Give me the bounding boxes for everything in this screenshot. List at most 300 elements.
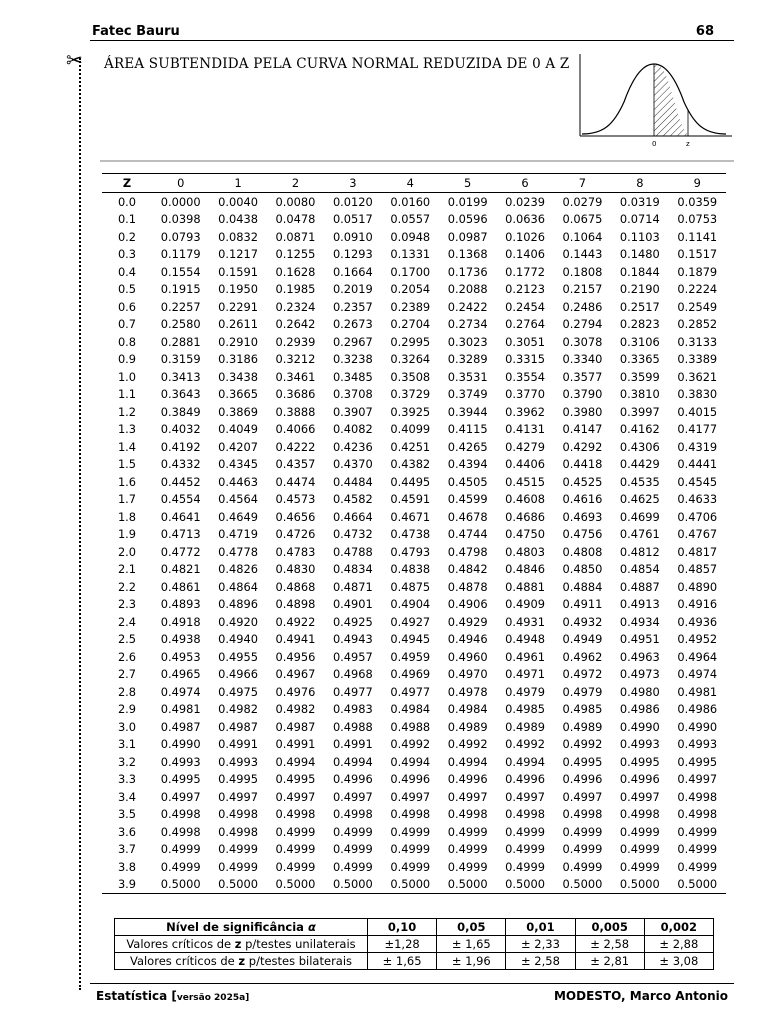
area-value-cell: 0.4429: [619, 457, 660, 472]
area-value-cell: 0.0948: [390, 229, 431, 244]
area-value-cell: 0.4997: [275, 789, 316, 804]
z-value-cell: 1.0: [117, 369, 137, 384]
area-value-cell: 0.4370: [332, 457, 373, 472]
significance-table: [114, 918, 714, 970]
area-value-cell: 0.4963: [619, 649, 660, 664]
z-value-cell: 1.5: [117, 457, 137, 472]
area-value-cell: 0.4943: [332, 632, 373, 647]
area-value-cell: 0.4981: [677, 684, 718, 699]
area-value-cell: 0.4951: [619, 632, 660, 647]
z-value-cell: 3.8: [117, 859, 137, 874]
area-value-cell: 0.4649: [218, 509, 259, 524]
z-value-cell: 0.3: [117, 247, 137, 262]
area-value-cell: 0.4989: [562, 719, 603, 734]
table-row: [102, 753, 726, 771]
area-value-cell: 0.4922: [275, 614, 316, 629]
area-value-cell: 0.4996: [562, 772, 603, 787]
area-value-cell: 0.4992: [562, 737, 603, 752]
table-row: [102, 421, 726, 439]
area-value-cell: 0.4082: [332, 422, 373, 437]
area-value-cell: 0.4960: [447, 649, 488, 664]
critical-values-unilateral-row: [115, 936, 714, 953]
table-row: [102, 316, 726, 334]
area-value-cell: 0.4099: [390, 422, 431, 437]
table-row: [102, 333, 726, 351]
area-value-cell: 0.4999: [677, 824, 718, 839]
area-value-cell: 0.4941: [275, 632, 316, 647]
area-value-cell: 0.3944: [447, 404, 488, 419]
area-value-cell: 0.4808: [562, 544, 603, 559]
area-value-cell: 0.4332: [160, 457, 201, 472]
area-value-cell: 0.3665: [218, 387, 259, 402]
area-value-cell: 0.4972: [562, 667, 603, 682]
area-value-cell: 0.2642: [275, 317, 316, 332]
critical-values-bilateral-row: [115, 953, 714, 970]
critical-value: ± 2,58: [506, 953, 575, 970]
table-row: [102, 403, 726, 421]
area-value-cell: 0.4997: [218, 789, 259, 804]
curve-label-z: z: [686, 140, 690, 148]
area-value-cell: 0.4995: [619, 754, 660, 769]
area-value-cell: 0.4998: [160, 824, 201, 839]
area-value-cell: 0.5000: [267, 876, 324, 894]
area-value-cell: 0.0871: [275, 229, 316, 244]
area-value-cell: 0.4997: [390, 789, 431, 804]
area-value-cell: 0.0279: [562, 194, 603, 209]
z-value-cell: 2.6: [117, 649, 137, 664]
z-value-cell: 2.4: [117, 614, 137, 629]
area-value-cell: 0.4997: [447, 789, 488, 804]
table-row: [102, 841, 726, 859]
area-value-cell: 0.3554: [505, 369, 545, 384]
table-row: [102, 543, 726, 561]
area-value-cell: 0.2422: [447, 299, 488, 314]
table-row: [102, 473, 726, 491]
z-value-cell: 2.3: [117, 597, 137, 612]
area-value-cell: 0.4995: [275, 772, 316, 787]
area-value-cell: 0.3340: [562, 352, 603, 367]
z-value-cell: 1.3: [117, 422, 137, 437]
area-value-cell: 0.3599: [619, 369, 660, 384]
area-value-cell: 0.4441: [677, 457, 718, 472]
area-value-cell: 0.4996: [390, 772, 431, 787]
area-value-cell: 0.4998: [619, 807, 660, 822]
area-value-cell: 0.4826: [218, 562, 259, 577]
area-value-cell: 0.1293: [332, 247, 373, 262]
area-value-cell: 0.5000: [209, 876, 266, 894]
significance-level: 0,005: [575, 919, 644, 936]
area-value-cell: 0.4834: [332, 562, 373, 577]
area-value-cell: 0.2580: [160, 317, 201, 332]
area-value-cell: 0.4875: [390, 579, 431, 594]
table-row: [102, 701, 726, 719]
z-value-cell: 0.2: [117, 229, 137, 244]
area-value-cell: 0.4998: [275, 807, 316, 822]
area-value-cell: 0.3997: [619, 404, 660, 419]
area-value-cell: 0.4952: [677, 632, 718, 647]
area-value-cell: 0.4996: [619, 772, 660, 787]
table-row: [102, 298, 726, 316]
area-value-cell: 0.3790: [562, 387, 603, 402]
area-value-cell: 0.4525: [562, 474, 603, 489]
area-value-cell: 0.4967: [275, 667, 316, 682]
area-value-cell: 0.4898: [275, 597, 316, 612]
area-value-cell: 0.3708: [332, 387, 373, 402]
area-value-cell: 0.4959: [390, 649, 431, 664]
area-value-cell: 0.2157: [562, 282, 603, 297]
area-value-cell: 0.4893: [160, 597, 201, 612]
area-value-cell: 0.0793: [160, 229, 201, 244]
area-value-cell: 0.4911: [562, 597, 603, 612]
area-value-cell: 0.4115: [447, 422, 488, 437]
area-value-cell: 0.2190: [619, 282, 660, 297]
table-row: [102, 193, 726, 211]
area-value-cell: 0.1103: [619, 229, 660, 244]
area-value-cell: 0.4936: [677, 614, 718, 629]
area-value-cell: 0.4973: [619, 667, 660, 682]
area-value-cell: 0.2389: [390, 299, 431, 314]
area-value-cell: 0.4554: [160, 492, 201, 507]
area-value-cell: 0.0987: [447, 229, 488, 244]
area-value-cell: 0.1554: [160, 264, 201, 279]
area-value-cell: 0.3621: [677, 369, 718, 384]
area-value-cell: 0.1517: [677, 247, 718, 262]
area-value-cell: 0.0319: [619, 194, 660, 209]
area-value-cell: 0.4394: [447, 457, 488, 472]
column-header: 9: [669, 174, 726, 193]
table-row: [102, 351, 726, 369]
area-value-cell: 0.4998: [447, 807, 488, 822]
area-value-cell: 0.0478: [275, 212, 316, 227]
area-value-cell: 0.4993: [677, 737, 718, 752]
area-value-cell: 0.4719: [218, 527, 259, 542]
area-value-cell: 0.4761: [619, 527, 660, 542]
z-value-cell: 3.9: [102, 876, 152, 894]
area-value-cell: 0.4995: [677, 754, 718, 769]
area-value-cell: 0.2995: [390, 334, 431, 349]
area-value-cell: 0.4861: [160, 579, 201, 594]
footer-right: MODESTO, Marco Antonio: [553, 989, 728, 1003]
area-value-cell: 0.4678: [447, 509, 488, 524]
area-value-cell: 0.4756: [562, 527, 603, 542]
area-value-cell: 0.0398: [160, 212, 201, 227]
area-value-cell: 0.4887: [619, 579, 660, 594]
table-row: [102, 438, 726, 456]
area-value-cell: 0.2019: [332, 282, 373, 297]
z-value-cell: 1.6: [117, 474, 137, 489]
area-value-cell: 0.1141: [677, 229, 718, 244]
area-value-cell: 0.2967: [332, 334, 373, 349]
area-value-cell: 0.3413: [160, 369, 201, 384]
area-value-cell: 0.4999: [275, 842, 316, 857]
z-value-cell: 0.9: [117, 352, 137, 367]
area-value-cell: 0.4997: [562, 789, 603, 804]
table-row: [102, 228, 726, 246]
critical-values-label: Valores críticos de z p/testes unilaterais: [115, 936, 368, 953]
area-value-cell: 0.4319: [677, 439, 718, 454]
area-value-cell: 0.3508: [390, 369, 431, 384]
area-value-cell: 0.4984: [447, 702, 488, 717]
column-header: 0: [152, 174, 209, 193]
z-value-cell: 2.2: [117, 579, 137, 594]
area-value-cell: 0.4979: [562, 684, 603, 699]
area-value-cell: 0.0910: [332, 229, 373, 244]
area-value-cell: 0.4916: [677, 597, 718, 612]
z-value-cell: 2.7: [117, 667, 137, 682]
table-row: [102, 211, 726, 229]
area-value-cell: 0.4994: [447, 754, 488, 769]
area-value-cell: 0.4999: [677, 859, 718, 874]
separator-rule: [100, 160, 734, 162]
area-value-cell: 0.3643: [160, 387, 201, 402]
area-value-cell: 0.4979: [505, 684, 545, 699]
area-value-cell: 0.4656: [275, 509, 316, 524]
area-value-cell: 0.4505: [447, 474, 488, 489]
area-value-cell: 0.4987: [160, 719, 201, 734]
area-value-cell: 0.4965: [160, 667, 201, 682]
area-value-cell: 0.4996: [332, 772, 373, 787]
area-value-cell: 0.4906: [447, 597, 488, 612]
area-value-cell: 0.4991: [332, 737, 373, 752]
table-row: [102, 526, 726, 544]
area-value-cell: 0.5000: [669, 876, 726, 894]
area-value-cell: 0.4884: [562, 579, 603, 594]
critical-value: ± 1,65: [368, 953, 437, 970]
area-value-cell: 0.2088: [447, 282, 488, 297]
area-value-cell: 0.4949: [562, 632, 603, 647]
area-value-cell: 0.3686: [275, 387, 316, 402]
z-value-cell: 0.1: [117, 212, 137, 227]
area-value-cell: 0.4962: [562, 649, 603, 664]
area-value-cell: 0.3531: [447, 369, 488, 384]
column-header: 7: [554, 174, 611, 193]
area-value-cell: 0.2611: [218, 317, 259, 332]
area-value-cell: 0.4999: [562, 824, 603, 839]
area-value-cell: 0.4989: [505, 719, 545, 734]
area-value-cell: 0.4987: [275, 719, 316, 734]
area-value-cell: 0.2517: [619, 299, 660, 314]
table-row: [102, 858, 726, 876]
area-value-cell: 0.4732: [332, 527, 373, 542]
area-value-cell: 0.4994: [275, 754, 316, 769]
area-value-cell: 0.4929: [447, 614, 488, 629]
area-value-cell: 0.4977: [332, 684, 373, 699]
area-value-cell: 0.4997: [619, 789, 660, 804]
area-value-cell: 0.0160: [390, 194, 431, 209]
area-value-cell: 0.1985: [275, 282, 316, 297]
z-value-cell: 0.8: [117, 334, 137, 349]
area-value-cell: 0.5000: [324, 876, 381, 894]
area-value-cell: 0.4998: [677, 789, 718, 804]
area-value-cell: 0.4999: [562, 842, 603, 857]
table-row: [102, 788, 726, 806]
area-value-cell: 0.4999: [447, 842, 488, 857]
area-value-cell: 0.4535: [619, 474, 660, 489]
area-value-cell: 0.4345: [218, 457, 259, 472]
area-value-cell: 0.4980: [619, 684, 660, 699]
table-row: [102, 368, 726, 386]
area-value-cell: 0.4997: [160, 789, 201, 804]
significance-level: 0,10: [368, 919, 437, 936]
area-value-cell: 0.4999: [332, 859, 373, 874]
area-value-cell: 0.4812: [619, 544, 660, 559]
area-value-cell: 0.4998: [160, 807, 201, 822]
table-row: [102, 281, 726, 299]
alpha-symbol: α: [307, 920, 316, 934]
area-value-cell: 0.5000: [496, 876, 553, 894]
area-value-cell: 0.0596: [447, 212, 488, 227]
area-value-cell: 0.4946: [447, 632, 488, 647]
area-value-cell: 0.4998: [218, 807, 259, 822]
area-value-cell: 0.4997: [505, 789, 545, 804]
footer-left: Estatística [versão 2025a]: [96, 989, 250, 1003]
area-value-cell: 0.4996: [447, 772, 488, 787]
area-value-cell: 0.4953: [160, 649, 201, 664]
area-value-cell: 0.4382: [390, 457, 431, 472]
critical-value: ± 1,65: [437, 936, 506, 953]
area-value-cell: 0.4918: [160, 614, 201, 629]
z-value-cell: 1.9: [117, 527, 137, 542]
area-value-cell: 0.2123: [505, 282, 545, 297]
area-value-cell: 0.4591: [390, 492, 431, 507]
table-row: [102, 648, 726, 666]
area-value-cell: 0.4147: [562, 422, 603, 437]
area-value-cell: 0.4564: [218, 492, 259, 507]
critical-value: ±1,28: [368, 936, 437, 953]
area-value-cell: 0.4993: [619, 737, 660, 752]
area-value-cell: 0.4978: [447, 684, 488, 699]
area-value-cell: 0.1443: [562, 247, 603, 262]
area-value-cell: 0.4988: [390, 719, 431, 734]
area-value-cell: 0.4974: [677, 667, 718, 682]
area-value-cell: 0.4641: [160, 509, 201, 524]
area-value-cell: 0.4999: [619, 859, 660, 874]
area-value-cell: 0.4850: [562, 562, 603, 577]
area-value-cell: 0.4999: [390, 842, 431, 857]
area-value-cell: 0.0557: [390, 212, 431, 227]
area-value-cell: 0.4992: [390, 737, 431, 752]
area-value-cell: 0.4821: [160, 562, 201, 577]
area-value-cell: 0.4706: [677, 509, 718, 524]
area-value-cell: 0.1844: [619, 264, 660, 279]
area-value-cell: 0.4955: [218, 649, 259, 664]
area-value-cell: 0.4997: [677, 772, 718, 787]
area-value-cell: 0.0000: [160, 194, 201, 209]
area-value-cell: 0.4904: [390, 597, 431, 612]
area-value-cell: 0.4207: [218, 439, 259, 454]
table-row: [102, 718, 726, 736]
z-value-cell: 0.6: [117, 299, 137, 314]
area-value-cell: 0.4463: [218, 474, 259, 489]
area-value-cell: 0.2291: [218, 299, 259, 314]
area-value-cell: 0.4913: [619, 597, 660, 612]
column-header: 6: [496, 174, 553, 193]
critical-value: ± 1,96: [437, 953, 506, 970]
table-row: [102, 613, 726, 631]
area-value-cell: 0.1950: [218, 282, 259, 297]
area-value-cell: 0.1406: [505, 247, 545, 262]
area-value-cell: 0.4868: [275, 579, 316, 594]
area-value-cell: 0.4968: [332, 667, 373, 682]
area-value-cell: 0.4999: [619, 842, 660, 857]
area-value-cell: 0.4738: [390, 527, 431, 542]
area-value-cell: 0.4983: [332, 702, 373, 717]
area-value-cell: 0.4222: [275, 439, 316, 454]
area-value-cell: 0.4357: [275, 457, 316, 472]
significance-level: 0,05: [437, 919, 506, 936]
area-value-cell: 0.4999: [619, 824, 660, 839]
area-value-cell: 0.4608: [505, 492, 545, 507]
area-value-cell: 0.4878: [447, 579, 488, 594]
area-value-cell: 0.4957: [332, 649, 373, 664]
area-value-cell: 0.3159: [160, 352, 201, 367]
area-value-cell: 0.4842: [447, 562, 488, 577]
area-value-cell: 0.0120: [332, 194, 373, 209]
area-value-cell: 0.2257: [160, 299, 201, 314]
table-row: [102, 578, 726, 596]
area-value-cell: 0.4971: [505, 667, 545, 682]
area-value-cell: 0.4162: [619, 422, 660, 437]
area-value-cell: 0.0714: [619, 212, 660, 227]
area-value-cell: 0.4846: [505, 562, 545, 577]
z-value-cell: 2.9: [117, 702, 137, 717]
z-value-cell: 0.4: [117, 264, 137, 279]
area-value-cell: 0.2324: [275, 299, 316, 314]
area-value-cell: 0.4838: [390, 562, 431, 577]
area-value-cell: 0.4989: [447, 719, 488, 734]
area-value-cell: 0.4920: [218, 614, 259, 629]
significance-header-row: [115, 919, 714, 936]
area-value-cell: 0.4994: [390, 754, 431, 769]
area-value-cell: 0.5000: [554, 876, 611, 894]
table-row: [102, 491, 726, 509]
area-value-cell: 0.5000: [611, 876, 668, 894]
area-value-cell: 0.4999: [160, 859, 201, 874]
table-row: [102, 508, 726, 526]
z-value-cell: 3.6: [117, 824, 137, 839]
area-value-cell: 0.4896: [218, 597, 259, 612]
area-value-cell: 0.3078: [562, 334, 603, 349]
area-value-cell: 0.4177: [677, 422, 718, 437]
critical-value: ± 3,08: [644, 953, 713, 970]
area-value-cell: 0.4998: [332, 807, 373, 822]
area-value-cell: 0.4995: [218, 772, 259, 787]
area-value-cell: 0.3461: [275, 369, 316, 384]
area-value-cell: 0.0199: [447, 194, 488, 209]
area-value-cell: 0.5000: [439, 876, 496, 894]
area-value-cell: 0.4998: [562, 807, 603, 822]
column-header: 5: [439, 174, 496, 193]
critical-value: ± 2,81: [575, 953, 644, 970]
table-row: [102, 596, 726, 614]
area-value-cell: 0.4998: [390, 807, 431, 822]
z-value-cell: 0.7: [117, 317, 137, 332]
area-value-cell: 0.3485: [332, 369, 373, 384]
area-value-cell: 0.2764: [505, 317, 545, 332]
area-value-cell: 0.4788: [332, 544, 373, 559]
significance-level: 0,01: [506, 919, 575, 936]
area-value-cell: 0.1664: [332, 264, 373, 279]
area-value-cell: 0.2673: [332, 317, 373, 332]
footer-rule: [90, 983, 734, 984]
area-value-cell: 0.4985: [562, 702, 603, 717]
table-row: [102, 806, 726, 824]
area-value-cell: 0.1255: [275, 247, 316, 262]
area-value-cell: 0.4994: [505, 754, 545, 769]
area-value-cell: 0.0239: [505, 194, 545, 209]
area-value-cell: 0.4994: [332, 754, 373, 769]
area-value-cell: 0.4999: [390, 824, 431, 839]
